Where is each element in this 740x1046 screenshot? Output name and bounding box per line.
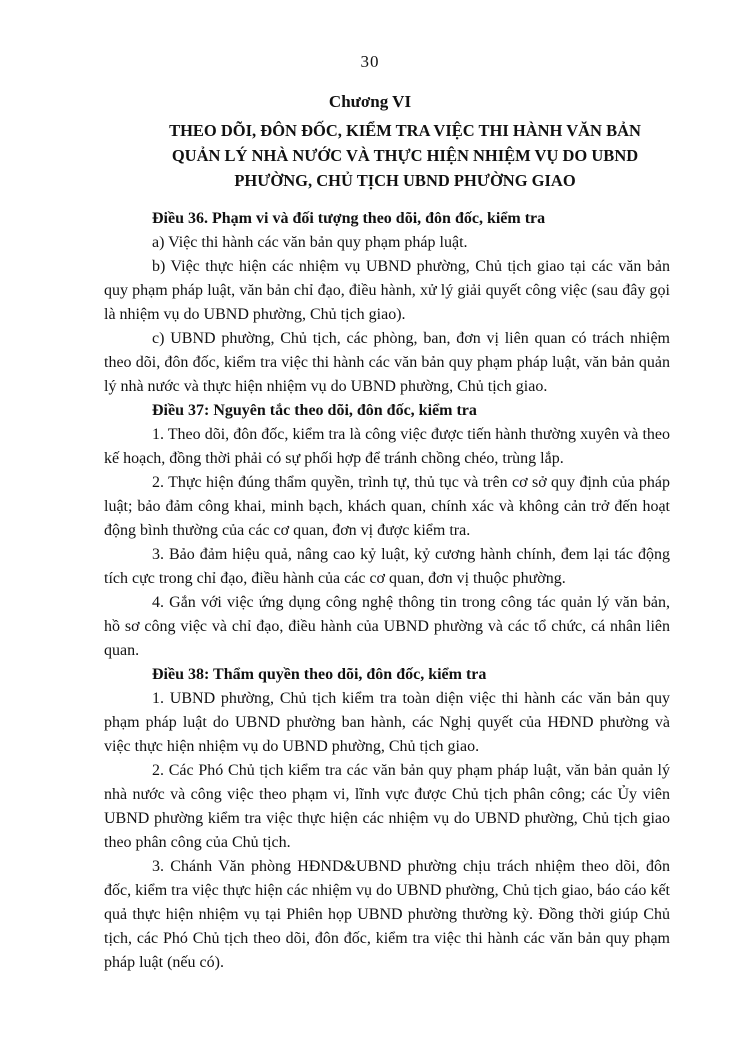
page-number: 30 — [360, 52, 380, 71]
paragraph: 3. Bảo đảm hiệu quả, nâng cao kỷ luật, kỷ cương hành chính, đem lại tác động tích cực trong chỉ đạo, điều hành của các cơ quan, đơn vị thuộc phường. — [104, 546, 670, 587]
paragraph: 1. UBND phường, Chủ tịch kiểm tra toàn diện việc thi hành các văn bản quy phạm pháp luật do UBND phường ban hành, các Nghị quyết của HĐND phường và việc thực hiện nhiệm vụ do UBND phường, Chủ tịch giao. — [104, 690, 670, 755]
paragraph: 1. Theo dõi, đôn đốc, kiểm tra là công việc được tiến hành thường xuyên và theo kế hoạch, đồng thời phải có sự phối hợp để tránh chồng chéo, trùng lắp. — [104, 426, 670, 467]
article-37-heading: Điều 37: Nguyên tắc theo dõi, đôn đốc, kiểm tra — [152, 402, 477, 419]
chapter-title-line: QUẢN LÝ NHÀ NƯỚC VÀ THỰC HIỆN NHIỆM VỤ DO UBND — [171, 146, 639, 165]
chapter-title — [150, 118, 660, 193]
paragraph: 2. Các Phó Chủ tịch kiểm tra các văn bản quy phạm pháp luật, văn bản quản lý nhà nước và công việc theo phạm vi, lĩnh vực được Chủ tịch phân công; các Ủy viên UBND phường kiểm tra việc thực hiện các nhiệm vụ do UBND phường, Chủ tịch giao theo phân công của Chủ tịch. — [104, 762, 670, 851]
paragraph: b) Việc thực hiện các nhiệm vụ UBND phường, Chủ tịch giao tại các văn bản quy phạm pháp luật, văn bản chỉ đạo, điều hành, xử lý giải quyết công việc (sau đây gọi là nhiệm vụ do UBND phường, Chủ tịch giao). — [104, 258, 670, 323]
paragraph: c) UBND phường, Chủ tịch, các phòng, ban, đơn vị liên quan có trách nhiệm theo dõi, đôn đốc, kiểm tra việc thi hành các văn bản quy phạm pháp luật, văn bản quản lý nhà nước và thực hiện nhiệm vụ do UBND phường, Chủ tịch giao. — [104, 330, 670, 395]
article-38-heading: Điều 38: Thẩm quyền theo dõi, đôn đốc, kiểm tra — [152, 666, 487, 683]
article-36-heading: Điều 36. Phạm vi và đối tượng theo dõi, đôn đốc, kiểm tra — [152, 210, 546, 227]
paragraph: 4. Gắn với việc ứng dụng công nghệ thông tin trong công tác quản lý văn bản, hồ sơ công việc và chỉ đạo, điều hành của UBND phường và các tổ chức, cá nhân liên quan. — [104, 594, 670, 659]
chapter-heading: Chương VI — [328, 92, 412, 111]
paragraph: 2. Thực hiện đúng thẩm quyền, trình tự, thủ tục và trên cơ sở quy định của pháp luật; bảo đảm công khai, minh bạch, khách quan, chính xác và không cản trở đến hoạt động bình thường của các cơ quan, đơn vị được kiểm tra. — [104, 474, 670, 539]
chapter-title-line: PHƯỜNG, CHỦ TỊCH UBND PHƯỜNG GIAO — [234, 171, 576, 190]
document-body — [104, 207, 670, 975]
paragraph: 3. Chánh Văn phòng HĐND&UBND phường chịu trách nhiệm theo dõi, đôn đốc, kiểm tra việc thực hiện các nhiệm vụ do UBND phường, Chủ tịch giao, báo cáo kết quả thực hiện nhiệm vụ tại Phiên họp UBND phường thường kỳ. Đồng thời giúp Chủ tịch, các Phó Chủ tịch theo dõi, đôn đốc, kiểm tra việc thi hành các văn bản quy phạm pháp luật (nếu có). — [104, 858, 670, 971]
paragraph: a) Việc thi hành các văn bản quy phạm pháp luật. — [152, 234, 468, 251]
chapter-title-line: THEO DÕI, ĐÔN ĐỐC, KIỂM TRA VIỆC THI HÀNH VĂN BẢN — [169, 121, 641, 140]
